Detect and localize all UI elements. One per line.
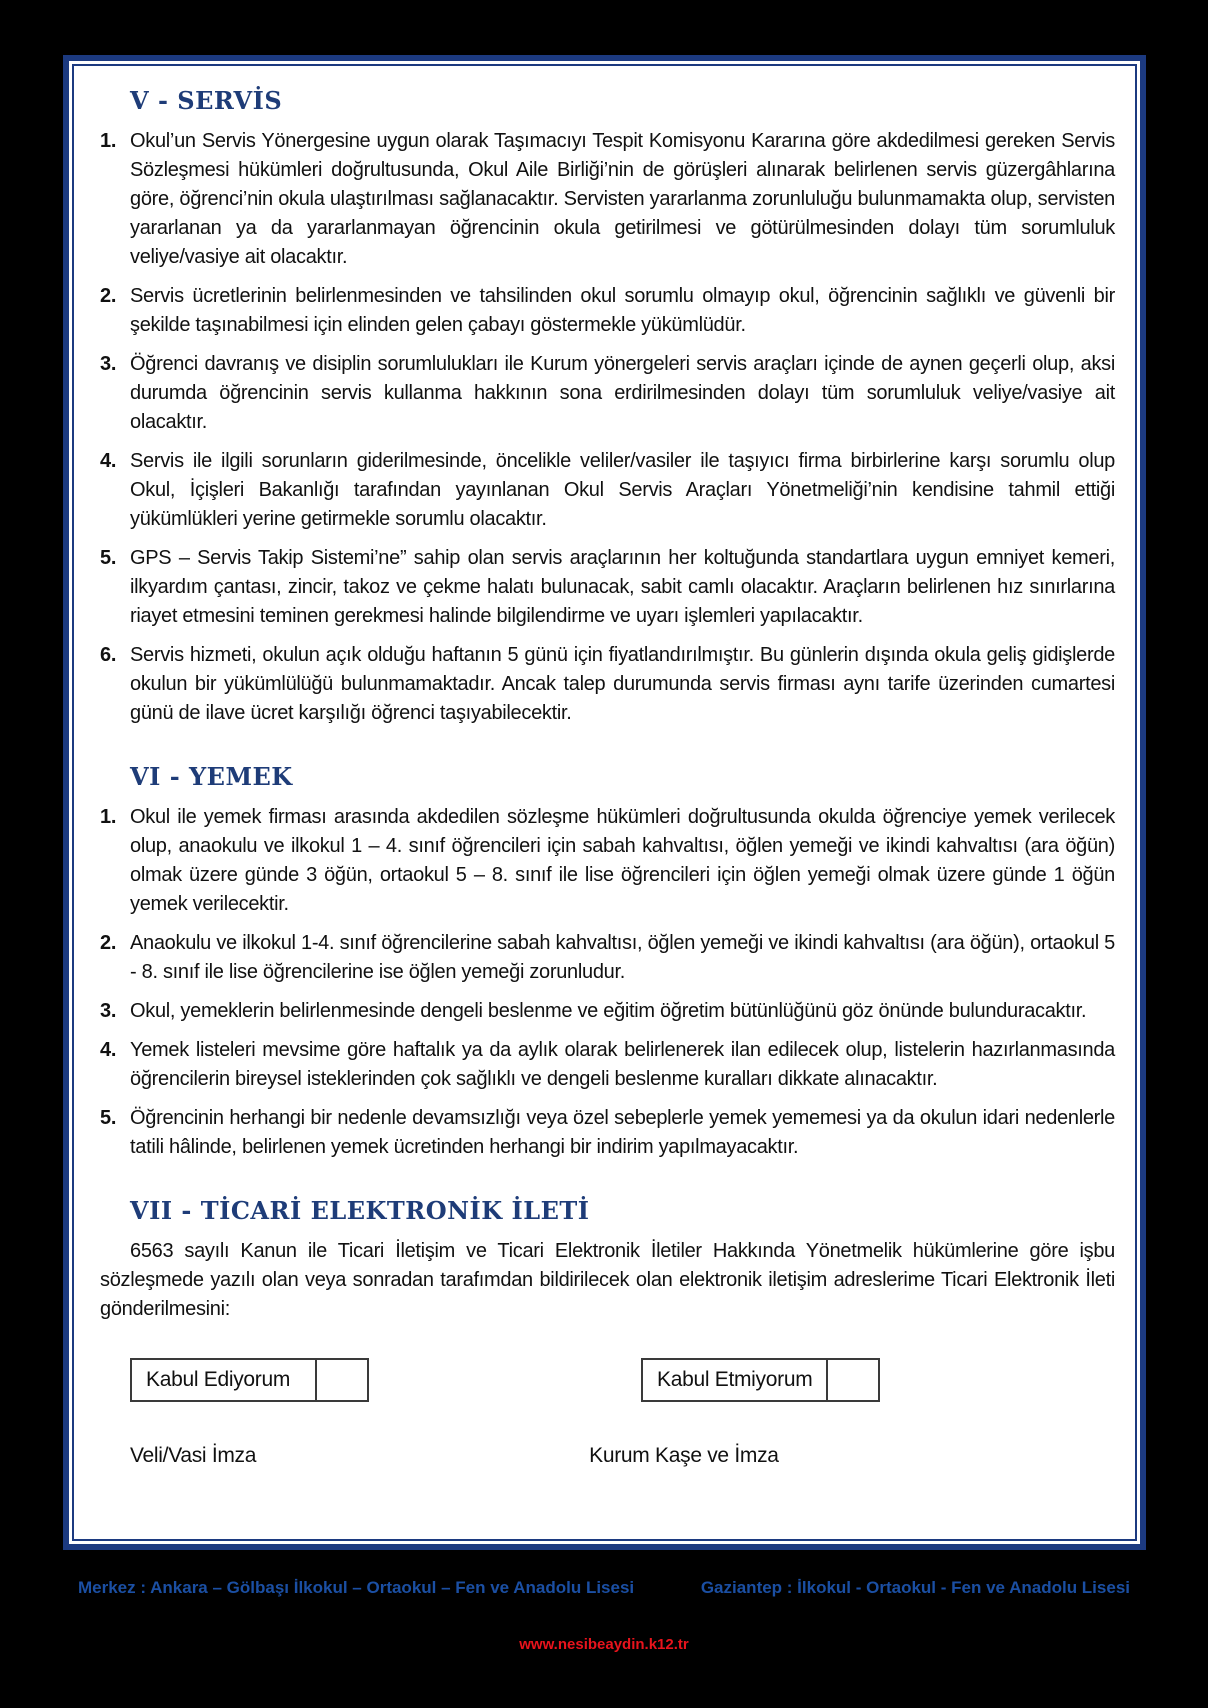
signature-row [130, 1444, 1115, 1468]
item-text: GPS – Servis Takip Sistemi’ne” sahip olan servis araçlarının her koltuğunda standartlara uygun emniyet kemeri, ilkyardım çantası, zincir, takoz ve çekme halatı bulunacak, sabit camlı olacaktır. Araçların belirlenen hız sınırlarına riayet etmesini teminen gerekmesi halinde bilgilendirme ve uyarı işlemleri yapılacaktır. [130, 547, 1115, 627]
accept-label: Kabul Ediyorum [146, 1368, 291, 1391]
list-item [100, 929, 1115, 987]
footer-gaziantep-text: Gaziantep : İlkokul - Ortaokul - Fen ve Anadolu Lisesi [700, 1578, 1130, 1597]
contract-page [63, 55, 1146, 1550]
footer-website-link[interactable]: www.nesibeaydin.k12.tr [519, 1636, 689, 1653]
item-number: 6. [100, 644, 117, 666]
item-text: Servis ile ilgili sorunların giderilmesinde, öncelikle veliler/vasiler ile taşıyıcı firma birbirlerine karşı sorumlu olup Okul, İçişleri Bakanlığı tarafından yayınlanan Okul Servis Araçları Yönetmeliği’nin kendisine tahmil ettiği yükümlükleri yerine getirmekle sorumlu olacaktır. [130, 450, 1115, 530]
item-number: 1. [100, 130, 117, 152]
item-number: 4. [100, 450, 117, 472]
item-text: Anaokulu ve ilkokul 1-4. sınıf öğrencilerine sabah kahvaltısı, öğlen yemeği ve ikindi kahvaltısı (ara öğün), ortaokul 5 - 8. sınıf ile lise öğrencilerine ise öğlen yemeği zorunludur. [130, 932, 1115, 983]
section-servis [100, 86, 1115, 728]
item-number: 5. [100, 1107, 117, 1129]
guardian-signature-label: Veli/Vasi İmza [130, 1444, 257, 1467]
accept-checkbox[interactable] [315, 1360, 367, 1400]
list-item [100, 1104, 1115, 1162]
list-item [100, 127, 1115, 272]
item-number: 3. [100, 353, 117, 375]
item-number: 2. [100, 285, 117, 307]
section-servis-title: V - SERVİS [130, 86, 283, 115]
item-text: Okul, yemeklerin belirlenmesinde dengeli beslenme ve eğitim öğretim bütünlüğünü göz önünde bulunduracaktır. [130, 1000, 1087, 1022]
section-yemek-title: VI - YEMEK [130, 762, 293, 791]
item-number: 3. [100, 1000, 117, 1022]
item-text: Öğrenci davranış ve disiplin sorumlulukları ile Kurum yönergeleri servis araçları içinde de aynen geçerli olup, aksi durumda öğrencinin servis kullanma hakkının sona erdirilmesinden dolayı tüm sorumluluk veliye/vasiye ait olacaktır. [130, 353, 1115, 433]
consent-row [130, 1358, 1115, 1402]
list-item [100, 1036, 1115, 1094]
accept-box [130, 1358, 369, 1402]
list-item [100, 350, 1115, 437]
item-text: Yemek listeleri mevsime göre haftalık ya da aylık olarak belirlenerek ilan edilecek olup, listelerin hazırlanmasında öğrencilerin bireysel isteklerinden çok sağlıklı ve dengeli beslenme kuralları dikkate alınacaktır. [130, 1039, 1115, 1090]
item-text: Servis ücretlerinin belirlenmesinden ve tahsilinden okul sorumlu olmayıp okul, öğrencinin sağlıklı ve güvenli bir şekilde taşınabilmesi için elinden gelen çabayı göstermekle yükümlüdür. [130, 285, 1115, 336]
list-item [100, 803, 1115, 919]
item-number: 5. [100, 547, 117, 569]
section-ticari-title: VII - TİCARİ ELEKTRONİK İLETİ [130, 1196, 590, 1225]
list-item [100, 997, 1115, 1026]
item-text: Okul ile yemek firması arasında akdedilen sözleşme hükümleri doğrultusunda okulda öğrenciye yemek verilecek olup, anaokulu ve ilkokul 1 – 4. sınıf öğrencileri için sabah kahvaltısı, öğlen yemeği ve ikindi kahvaltısı (ara öğün) olmak üzere günde 3 öğün, ortaokul 5 – 8. sınıf ile lise öğrencileri için öğlen yemeği olmak üzere günde 1 öğün yemek verilecektir. [130, 806, 1115, 915]
page-inner-frame [72, 64, 1137, 1541]
list-item [100, 544, 1115, 631]
item-text: Servis hizmeti, okulun açık olduğu haftanın 5 günü için fiyatlandırılmıştır. Bu günlerin dışında okula geliş gidişlerde okulun bir yükümlülüğü bulunmamaktadır. Ancak talep durumunda servis firması aynı tarife üzerinden cumartesi günü de ilave ücret karşılığı öğrenci taşıyabilecektir. [130, 644, 1115, 724]
reject-box [641, 1358, 880, 1402]
list-item [100, 641, 1115, 728]
reject-label: Kabul Etmiyorum [657, 1368, 813, 1391]
list-item [100, 282, 1115, 340]
item-text: Öğrencinin herhangi bir nedenle devamsızlığı veya özel sebeplerle yemek yememesi ya da okulun idari nedenlerle tatili hâlinde, belirlenen yemek ücretinden herhangi bir indirim yapılmayacaktır. [130, 1107, 1115, 1158]
footer-campus-line [0, 1578, 1208, 1598]
item-number: 4. [100, 1039, 117, 1061]
item-number: 2. [100, 932, 117, 954]
item-number: 1. [100, 806, 117, 828]
reject-checkbox[interactable] [826, 1360, 878, 1400]
list-item [100, 447, 1115, 534]
footer-merkez-text: Merkez : Ankara – Gölbaşı İlkokul – Ortaokul – Fen ve Anadolu Lisesi [78, 1578, 635, 1597]
item-text: Okul’un Servis Yönergesine uygun olarak Taşımacıyı Tespit Komisyonu Kararına göre akdedilmesi gereken Servis Sözleşmesi hükümleri doğrultusunda, Okul Aile Birliği’nin de görüşleri alınarak belirlenen servis güzergâhlarına göre, öğrenci’nin okula ulaştırılması sağlanacaktır. Servisten yararlanma zorunluluğu bulunmamakta olup, servisten yararlanan ya da yararlanmayan öğrencinin okula getirilmesi ve götürülmesinden dolayı tüm sorumluluk veliye/vasiye ait olacaktır. [130, 130, 1115, 268]
ticari-ileti-paragraph: 6563 sayılı Kanun ile Ticari İletişim ve Ticari Elektronik İletiler Hakkında Yönetmelik hükümlerine göre işbu sözleşmede yazılı olan veya sonradan tarafımdan bildirilecek olan elektronik iletişim adreslerime Ticari Elektronik İleti gönderilmesini: [100, 1240, 1115, 1320]
institution-signature-label: Kurum Kaşe ve İmza [589, 1444, 779, 1467]
section-ticari-elektronik-ileti [100, 1196, 1115, 1324]
section-yemek [100, 762, 1115, 1162]
